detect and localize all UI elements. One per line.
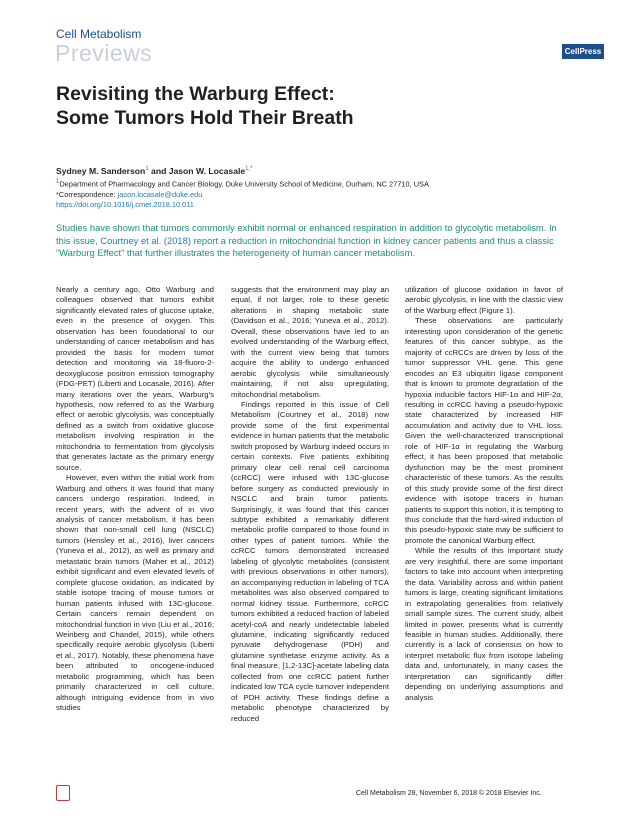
- doi-link[interactable]: https://doi.org/10.1016/j.cmet.2018.10.011: [56, 199, 194, 209]
- paragraph: utilization of glucose oxidation in favor of aerobic glycolysis, in line with the classic view of the Warburg effect (Figure 1).: [405, 285, 563, 315]
- title-line-1: Revisiting the Warburg Effect:: [56, 83, 335, 105]
- affiliations: [56, 177, 596, 210]
- author-2-sup: 1,*: [245, 166, 253, 173]
- cellpress-logo: CellPress: [562, 44, 604, 59]
- author-2: Jason W. Locasale: [168, 166, 246, 176]
- affiliation-sup: 1: [56, 179, 60, 185]
- title-line-2: Some Tumors Hold Their Breath: [56, 107, 354, 129]
- abstract-citation-link[interactable]: Courtney et al. (2018): [100, 234, 191, 246]
- check-updates-icon[interactable]: [56, 785, 70, 801]
- paragraph: These observations are particularly interesting upon consideration of the genetic features of this cancer subtype, as the majority of ccRCCs are driven by loss of the tumor suppressor VHL gene. This gene encodes an E3 ubiquitin ligase component that is known to promote degradation of the hypoxia inducible factors HIF-1α and HIF-2α, resulting in ccRCC having a pseudo-hypoxic state characterized by increased HIF accumulation and activity due to VHL loss. Given the well-characterized transcriptional role of HIF-1α in regulating the Warburg effect, it has been proposed that metabolic dysfunction may be the most prominent characteristic of these tumors. As the results of this study provide some of the first direct evidence with isotope tracers in human patients to support this notion, it is tempting to thus conclude that the hard-wired induction of this pseudo-hypoxic state may be sufficient to promote the canonical Warburg effect.: [405, 316, 563, 545]
- affiliation-text: Department of Pharmacology and Cancer Biology, Duke University School of Medicine, Durham, NC 27710, USA: [59, 179, 429, 189]
- paragraph: However, even within the initial work from Warburg and others it was found that many cancers undergo respiration. Indeed, in recent years, with the advent of in vivo analysis of cancer metabolism, it has been shown that non-small cell lung (NSCLC) tumors (Hensley et al., 2016), liver cancers (Yuneva et al., 2012), as well as primary and metastatic brain tumors (Maher et al., 2012) exhibit significant and even elevated levels of complete glucose oxidation, as indicated by stable isotope tracing of mouse tumors or human patients infused with 13C-glucose. Certain cancers remain dependent on mitochondrial function in vivo (Liu et al., 2016; Weinberg and Chandel, 2015), while others specifically require aerobic glycolysis (Liberti et al., 2017). Notably, these phenomena have been attributed to oncogene-induced metabolic programming, which has been primarily characterized in cell culture, although intriguing evidence from in vivo studies: [56, 473, 214, 713]
- body-column-1: [56, 285, 214, 714]
- author-list: [56, 166, 252, 176]
- footer-citation: Cell Metabolism 28, November 6, 2018 © 2018 Elsevier Inc.: [356, 790, 542, 797]
- affiliation-line: [56, 177, 596, 190]
- correspondence-label: *Correspondence:: [56, 189, 118, 199]
- article-title: [56, 82, 576, 130]
- author-1: Sydney M. Sanderson: [56, 166, 146, 176]
- author-and: and: [148, 166, 169, 176]
- abstract-part-2: report a reduction in mitochondrial function in kidney cancer patients and thus a classic “Warburg Effect” that further illustrates the heterogeneity of human cancer metabolism.: [56, 234, 554, 259]
- abstract: [56, 222, 572, 260]
- email-link[interactable]: jason.locasale@duke.edu: [117, 189, 203, 199]
- author-1-sup: 1: [145, 166, 149, 173]
- paragraph: Findings reported in this issue of Cell Metabolism (Courtney et al., 2018) now provide some of the first experimental evidence in human patients that the metabolic switch proposed by Warburg indeed occurs in certain contexts. Five patients exhibiting primary clear cell renal cell carcinoma (ccRCC) were infused with 13C-glucose before surgery as conducted previously in NSCLC and brain tumor patients. Surprisingly, it was found that this cancer subtype exhibited a remarkably different metabolic profile compared to those found in other types of patient tumors. While the ccRCC tumors demonstrated increased labeling of glycolytic metabolites (consistent with previous observations in other tumors), an accompanying reduction in labeling of TCA metabolites was also observed compared to normal kidney tissue. Furthermore, ccRCC tumors exhibited a reduced fraction of labeled acetyl-coA and nearly undetectable labeled glutamine, indicating significantly reduced pyruvate dehydrogenase (PDH) and glutamine synthetase enzyme activity. As a final measure, [1,2-13C]-acetate labeling data collected from one ccRCC patient further indicated low TCA cycle turnover independent of PDH activity. These findings define a metabolic phenotype characterized by reduced: [231, 399, 389, 723]
- journal-name: Cell Metabolism: [56, 27, 142, 41]
- paragraph: Nearly a century ago, Otto Warburg and colleagues observed that tumors exhibit significantly elevated rates of glucose uptake, even in the presence of oxygen. This observation has been foundational to our understanding of cancer metabolism and has provided the basis for modern tumor detection and monitoring via 18-fluoro-2-deoxyglucose positron emission tomography (FDG-PET) (Liberti and Locasale, 2016). After many iterations over the years, Warburg’s hypothesis, now referred to as the Warburg effect or aerobic glycolysis, was conceptually defined as a switch from oxidative glucose metabolism involving respiration in the mitochondria to fermentation from glycolysis that generates lactate as the primary energy source.: [56, 285, 214, 472]
- correspondence-line: [56, 190, 596, 200]
- abstract-part-1: Studies have shown that tumors commonly exhibit normal or enhanced respiration in addition to glycolytic metabolism. In this issue,: [56, 222, 557, 246]
- body-column-3: [405, 285, 563, 703]
- paragraph: suggests that the environment may play an equal, if not larger, role to these genetic alterations in shaping metabolic state (Davidson et al., 2016; Yuneva et al., 2012). Overall, these observations have led to an evolved understanding of the Warburg effect, with the current view being that tumors acquire the ability to undergo enhanced aerobic glycolysis while simultaneously maintaining, if not also upregulating, mitochondrial metabolism.: [231, 285, 389, 399]
- body-column-2: [231, 285, 389, 724]
- paragraph: While the results of this important study are very insightful, there are some important factors to take into account when interpreting the data. Variability across and within patient tumors is large, creating significant limitations in extrapolating generalities from relatively small sample sizes. The current study, albeit limited in power, presents what is currently feasible in human studies. Additionally, there currently is a lack of consensus on how to interpret metabolic flux from isotope labeling data and, unfortunately, in many cases the interpretation can significantly differ depending on underlying assumptions and analysis: [405, 546, 563, 702]
- section-title: Previews: [55, 40, 153, 66]
